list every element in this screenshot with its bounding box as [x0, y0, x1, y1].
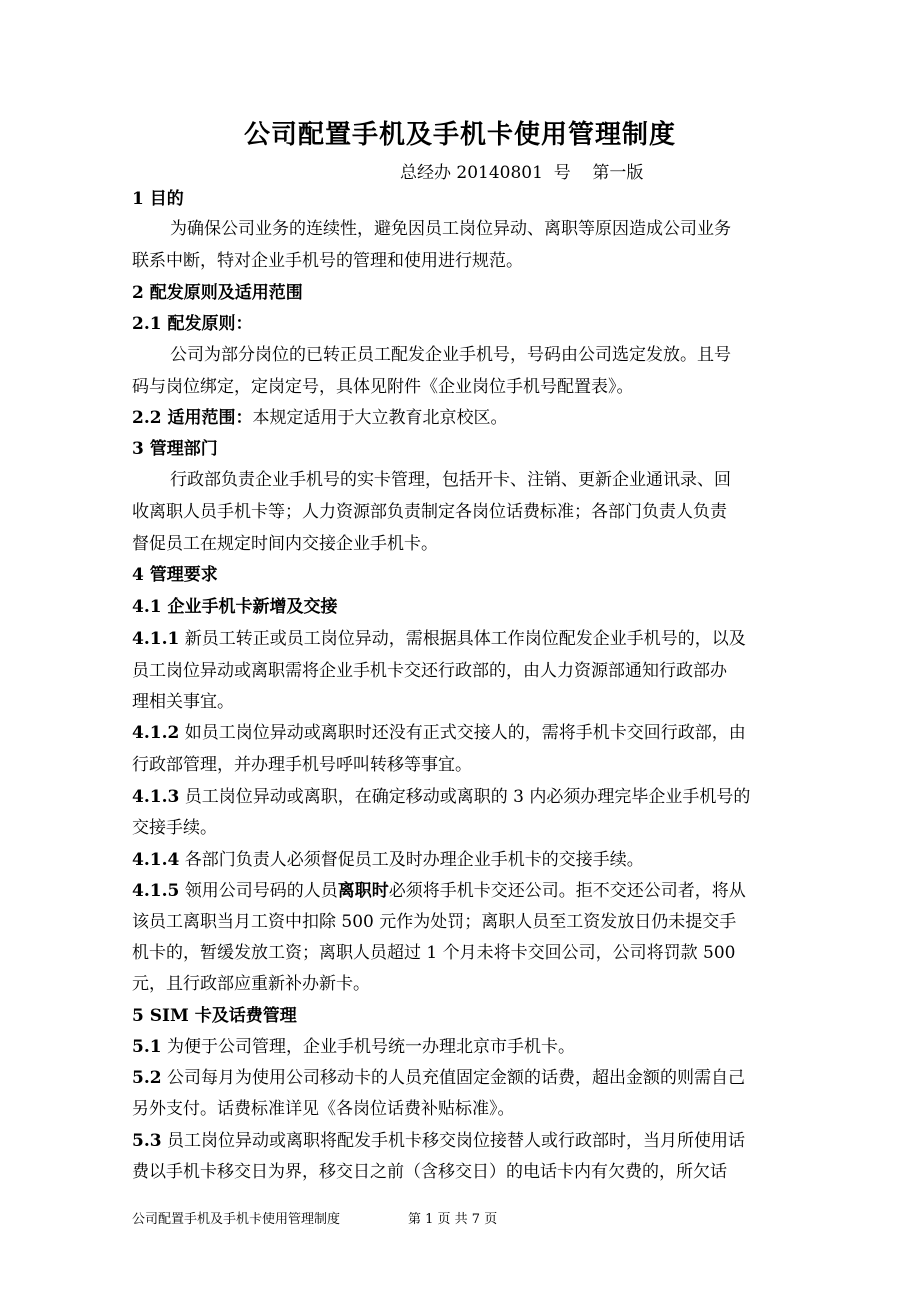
footer-page-number: 第 1 页 共 7 页 [408, 1212, 498, 1227]
clause-4-1-2 [132, 722, 792, 744]
clause-text: 必须将手机卡交还公司。拒不交还公司者，将从 [388, 881, 746, 901]
section-5-heading: 5 SIM 卡及话费管理 [132, 1006, 297, 1026]
paragraph-line: 公司为部分岗位的已转正员工配发企业手机号，号码由公司选定发放。且号 [170, 345, 731, 365]
clause-text: 为便于公司管理，企业手机号统一办理北京市手机卡。 [161, 1037, 575, 1057]
section-2-heading: 2 配发原则及适用范围 [132, 283, 303, 303]
footer-document-name: 公司配置手机及手机卡使用管理制度 [132, 1212, 341, 1227]
section-4-heading: 4 管理要求 [132, 565, 218, 585]
clause-number: 4.1.4 [132, 850, 180, 870]
paragraph-line: 督促员工在规定时间内交接企业手机卡。 [132, 534, 438, 554]
clause-text: 如员工岗位异动或离职时还没有正式交接人的，需将手机卡交回行政部，由 [179, 723, 746, 743]
clause-4-1-1 [132, 628, 792, 650]
clause-5-3 [132, 1130, 792, 1152]
paragraph-line: 元，且行政部应重新补办新卡。 [132, 974, 370, 994]
paragraph-line: 该员工离职当月工资中扣除 500 元作为处罚；离职人员至工资发放日仍未提交手 [132, 912, 737, 932]
paragraph-line: 交接手续。 [132, 818, 217, 838]
clause-4-1-5 [132, 880, 792, 902]
section-3-heading: 3 管理部门 [132, 439, 218, 459]
clause-4-1-3 [132, 786, 792, 808]
clause-number: 4.1.3 [132, 787, 180, 807]
clause-number: 5.1 [132, 1037, 162, 1057]
clause-5-1 [132, 1036, 792, 1058]
clause-text: 员工岗位异动或离职，在确定移动或离职的 3 内必须办理完毕企业手机号的 [179, 787, 751, 807]
paragraph-line: 联系中断，特对企业手机号的管理和使用进行规范。 [132, 251, 523, 271]
paragraph-line: 费以手机卡移交日为界，移交日之前（含移交日）的电话卡内有欠费的，所欠话 [132, 1162, 727, 1182]
section-4-1-heading: 4.1 企业手机卡新增及交接 [132, 597, 338, 617]
paragraph-line: 理相关事宜。 [132, 692, 234, 712]
paragraph-line: 行政部负责企业手机号的实卡管理，包括开卡、注销、更新企业通讯录、回 [170, 470, 731, 490]
clause-number: 5.3 [132, 1131, 162, 1151]
section-2-2-line [132, 407, 792, 429]
clause-text: 员工岗位异动或离职将配发手机卡移交岗位接替人或行政部时，当月所使用话 [161, 1131, 745, 1151]
paragraph-line: 行政部管理，并办理手机号呼叫转移等事宜。 [132, 755, 472, 775]
clause-number: 4.1.5 [132, 881, 180, 901]
clause-5-2 [132, 1067, 792, 1089]
emphasis-text: 离职时 [337, 881, 389, 901]
document-title: 公司配置手机及手机卡使用管理制度 [243, 120, 676, 150]
paragraph-line: 为确保公司业务的连续性，避免因员工岗位异动、离职等原因造成公司业务 [170, 219, 731, 239]
section-2-2-text: 本规定适用于大立教育北京校区。 [252, 408, 508, 428]
clause-number: 5.2 [132, 1068, 162, 1088]
clause-number: 4.1.1 [132, 629, 180, 649]
clause-text: 各部门负责人必须督促员工及时办理企业手机卡的交接手续。 [179, 850, 644, 870]
paragraph-line: 另外支付。话费标准详见《各岗位话费补贴标准》。 [132, 1099, 515, 1119]
clause-4-1-4 [132, 849, 792, 871]
paragraph-line: 员工岗位异动或离职需将企业手机卡交还行政部的，由人力资源部通知行政部办 [132, 661, 727, 681]
clause-text: 新员工转正或员工岗位异动，需根据具体工作岗位配发企业手机号的，以及 [179, 629, 746, 649]
section-1-heading: 1 目的 [132, 189, 184, 209]
document-number: 总经办 20140801 号 第一版 [400, 163, 644, 183]
paragraph-line: 机卡的，暂缓发放工资；离职人员超过 1 个月未将卡交回公司，公司将罚款 500 [132, 943, 736, 963]
clause-text: 领用公司号码的人员 [179, 881, 338, 901]
paragraph-line: 码与岗位绑定，定岗定号，具体见附件《企业岗位手机号配置表》。 [132, 377, 634, 397]
section-2-1-heading: 2.1 配发原则： [132, 314, 253, 334]
clause-number: 4.1.2 [132, 723, 180, 743]
section-2-2-label: 2.2 适用范围： [132, 408, 253, 428]
paragraph-line: 收离职人员手机卡等；人力资源部负责制定各岗位话费标准；各部门负责人负责 [132, 502, 727, 522]
clause-text: 公司每月为使用公司移动卡的人员充值固定金额的话费，超出金额的则需自己 [161, 1068, 745, 1088]
